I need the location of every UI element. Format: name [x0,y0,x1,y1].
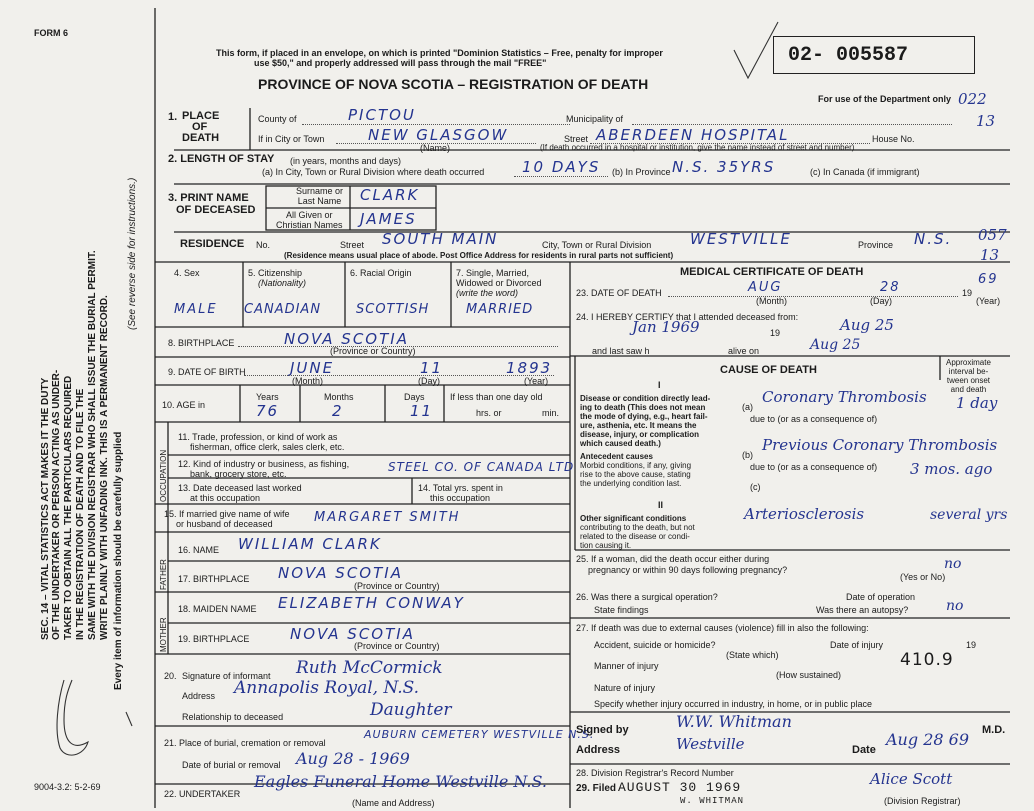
date-label: Date [852,744,876,756]
s2b-value: N.S. 35YRS [672,158,776,176]
s24-label: 24. I HEREBY CERTIFY that I attended deceased from: [576,312,799,322]
s2a-label: (a) In City, Town or Rural Division where death occurred [262,167,485,177]
icd-code: 410.9 [900,650,954,670]
age-less-label: If less than one day old [450,392,543,402]
street-value: ABERDEEN HOSPITAL [596,126,790,144]
dept-use-label: For use of the Department only [818,94,952,104]
cause-c: (c) [750,482,761,492]
residence-code-1: 057 [978,226,1007,244]
age-days-value: 11 [410,402,434,420]
date-value: Aug 28 69 [886,730,969,749]
street-label: Street [564,134,589,144]
occ11-label: 11. Trade, profession, or kind of work as fisherman, office clerk, sales clerk, etc. [178,432,345,452]
s19-label: 19. BIRTHPLACE [178,634,250,644]
side-act-6: WRITE PLAINLY WITH UNFADING INK. THIS IS A PERMANENT RECORD. [99,295,110,640]
s23-year-sub: (Year) [976,296,1001,306]
dob-year-sub: (Year) [524,376,549,386]
s17-sub: (Province or Country) [354,581,440,591]
sex-value: MALE [174,302,218,317]
s20-addr-value: Annapolis Royal, N.S. [234,678,420,698]
s23-year: 69 [978,272,999,287]
s20-sig-label: Signature of informant [182,671,271,681]
residence-city-label: City, Town or Rural Division [542,240,652,250]
cause-title: CAUSE OF DEATH [720,364,817,376]
age-hrs: hrs. or [476,408,502,418]
signed-label: Signed by [576,724,629,736]
mother-side-label: MOTHER [159,617,168,652]
s24b-date: Aug 25 [810,337,861,353]
s24b-label: and last saw h [592,346,650,356]
s2b-label: (b) In Province [612,167,671,177]
s21-label: 21. Place of burial, cremation or removal [164,738,326,748]
s25-label: 25. If a woman, did the death occur either during pregnancy or within 90 days following pregnancy? [576,554,788,575]
residence-no-label: No. [256,240,271,250]
s15-value: MARGARET SMITH [314,510,461,525]
s27d-label: Specify whether injury occurred in industry, in home, or in public place [594,699,872,709]
county-line [302,124,570,125]
citizenship-value: CANADIAN [244,302,322,317]
address-value: Westville [676,735,745,753]
dob-label: 9. DATE OF BIRTH [168,367,246,377]
dob-month: JUNE [290,359,335,377]
side-see-reverse: (See reverse side for instructions.) [127,177,138,330]
s2-sub: (in years, months and days) [290,156,402,166]
disease-label: Disease or condition directly lead- ing to death (This does not mean the mode of dying, e.g., heart fail- ure, asthenia, etc. It means the disease, injury, or complication which caused death.) [580,394,711,448]
top-note-2: use $50," and properly addressed will pass through the mail "FREE" [254,58,547,68]
age-years-label: Years [256,392,279,402]
antecedent-label: Antecedent causes Morbid conditions, if any, giving rise to the above cause, stating the underlying condition last. [580,452,692,488]
city-value: NEW GLASGOW [368,126,509,144]
residence-street-value: SOUTH MAIN [382,230,499,248]
residence-code-2: 13 [980,246,1000,264]
s17-label: 17. BIRTHPLACE [178,574,250,584]
s21b-value: Aug 28 - 1969 [296,749,410,768]
father-side-label: FATHER [159,559,168,590]
other-interval: several yrs [930,507,1008,523]
s25-value: no [944,556,962,572]
s23-day-sub: (Day) [870,296,892,306]
dept-code-2: 13 [976,112,996,130]
s22-label: 22. UNDERTAKER [164,789,241,799]
occupation-side-label: OCCUPATION [159,449,168,502]
md-label: M.D. [982,724,1006,736]
s23-day: 28 [880,280,901,295]
footer-code: 9004-3.2: 5-2-69 [34,782,101,792]
occ13-label: 13. Date deceased last worked at this occupation [178,483,302,503]
form-title: PROVINCE OF NOVA SCOTIA – REGISTRATION OF DEATH [258,76,649,92]
s18-label: 18. MAIDEN NAME [178,604,257,614]
house-label: House No. [872,134,915,144]
dob-line [244,375,554,376]
s26-label: 26. Was there a surgical operation? [576,592,718,602]
age-min: min. [542,408,560,418]
s23-19: 19 [962,288,973,298]
other-value: Arteriosclerosis [744,505,865,523]
s20-rel-label: Relationship to deceased [182,712,284,722]
registration-box [773,36,975,74]
cause-b-interval: 3 mos. ago [910,460,993,478]
s1-label: PLACE OF DEATH [182,110,220,144]
dob-month-sub: (Month) [292,376,324,386]
county-value: PICTOU [348,106,416,124]
age-years-value: 76 [256,402,280,420]
s26b-label: State findings [594,605,649,615]
dob-day: 11 [420,359,444,377]
cause-a: (a) [742,402,753,412]
yes-no-sub: (Yes or No) [900,572,946,582]
racial-value: SCOTTISH [356,302,430,317]
city-label: If in City or Town [258,134,325,144]
side-act-4: IN THE REGISTRATION OF DEATH AND TO FILE THE [75,388,86,640]
cause-a-interval: 1 day [956,394,998,412]
s16-value: WILLIAM CLARK [238,535,382,553]
medical-title: MEDICAL CERTIFICATE OF DEATH [680,266,864,278]
residence-city-value: WESTVILLE [690,230,792,248]
age-days-label: Days [404,392,425,402]
s26b-autopsy: Was there an autopsy? [816,605,909,615]
cause-b-value: Previous Coronary Thrombosis [762,436,998,454]
s20-sig-value: Ruth McCormick [296,658,443,678]
s24-to: Aug 25 [840,316,894,334]
due-to-1: due to (or as a consequence of) [750,414,878,424]
state-which: (State which) [726,650,779,660]
surname-label: Surname or Last Name [296,186,344,206]
birthplace-label: 8. BIRTHPLACE [168,338,235,348]
s1-num: 1. [168,111,178,123]
s29-value: AUGUST 30 1969 [618,780,742,795]
municipality-line [632,124,952,125]
residence-prov-label: Province [858,240,894,250]
s15-label: 15. If married give name of wife or husband of deceased [164,509,290,529]
s19-value: NOVA SCOTIA [290,625,415,643]
other-conditions-label: Other significant conditions contributing to the death, but not related to the disease or condi- tion causing it. [580,514,695,550]
residence-street-label: Street [340,240,365,250]
top-note-1: This form, if placed in an envelope, on which is printed "Dominion Statistics – Free, penalty for improper [216,48,663,58]
name-sublabel: (Name) [420,143,451,153]
age-months-label: Months [324,392,354,402]
s23-line [668,296,958,297]
racial-label: 6. Racial Origin [350,268,412,278]
s22-sub: (Name and Address) [352,798,435,808]
due-to-2: due to (or as a consequence of) [750,462,878,472]
occ14-label: 14. Total yrs. spent in this occupation [418,483,503,503]
s23-label: 23. DATE OF DEATH [576,288,662,298]
s2-label: 2. LENGTH OF STAY [168,153,275,165]
s2a-line [514,176,608,177]
address-label: Address [576,744,621,756]
s2a-value: 10 DAYS [522,158,601,176]
form-number: FORM 6 [34,28,69,38]
s21b-label: Date of burial or removal [182,760,281,770]
s28-label: 28. Division Registrar's Record Number [576,768,734,778]
sex-label: 4. Sex [174,268,200,278]
county-label: County of [258,114,297,124]
surname-value: CLARK [360,186,420,204]
s24b-mid: alive on [728,346,760,356]
side-act-1: SEC. 14 – VITAL STATISTICS ACT MAKES IT THE DUTY [40,377,51,640]
roman-two: II [658,500,664,510]
s29-label: 29. Filed [576,783,617,794]
hospital-note: (If death occurred in a hospital or institution, give the name instead of street and number) [540,143,855,152]
approx-interval-label: Approximate interval be- tween onset and death [946,358,991,394]
s27b-label: Manner of injury [594,661,659,671]
municipality-label: Municipality of [566,114,624,124]
dept-code-1: 022 [958,90,987,108]
s27c-label: Nature of injury [594,683,656,693]
s23-month-sub: (Month) [756,296,788,306]
how-sustained: (How sustained) [776,670,842,680]
occ12-value: STEEL CO. OF CANADA LTD [388,460,575,474]
s20-addr-label: Address [182,691,216,701]
s20-rel-value: Daughter [370,700,452,720]
side-note-careful: Every item of information should be carefully supplied [113,431,124,690]
given-value: JAMES [360,210,417,228]
s16-label: 16. NAME [178,545,220,555]
side-act-3: TAKER TO OBTAIN ALL THE PARTICULARS REQUIRED [63,375,74,640]
s27a-19: 19 [966,640,977,650]
residence-label: RESIDENCE [180,238,245,250]
s22-value: Eagles Funeral Home Westville N.S. [254,772,547,791]
marital-value: MARRIED [466,302,534,317]
registration-number: 02- 005587 [788,44,909,67]
division-registrar-sub: (Division Registrar) [884,796,961,806]
s27a-date-label: Date of injury [830,640,884,650]
cause-b: (b) [742,450,753,460]
age-months-value: 2 [332,402,344,420]
s24-19: 19 [770,328,781,338]
signed-value: W.W. Whitman [676,712,792,731]
s23-month: AUG [748,280,783,295]
citizenship-label: 5. Citizenship (Nationality) [248,268,307,288]
s19-sub: (Province or Country) [354,641,440,651]
s24-from: Jan 1969 [632,318,700,336]
birthplace-sub: (Province or Country) [330,346,416,356]
given-label: All Given or Christian Names [276,210,343,230]
birthplace-value: NOVA SCOTIA [284,330,409,348]
s26-date-label: Date of operation [846,592,916,602]
s26-autopsy-value: no [946,598,964,614]
age-label: 10. AGE in [162,400,206,410]
dob-year: 1893 [506,359,553,377]
marital-label: 7. Single, Married, Widowed or Divorced (write the word) [456,268,542,298]
s20-num: 20. [164,671,177,681]
dob-day-sub: (Day) [418,376,440,386]
s3-label: 3. PRINT NAME OF DECEASED [168,192,256,216]
s17-value: NOVA SCOTIA [278,564,403,582]
side-act-2: OF THE UNDERTAKER OR PERSON ACTING AS UNDER- [51,369,62,640]
s27a-label: Accident, suicide or homicide? [594,640,716,650]
s2c-label: (c) In Canada (if immigrant) [810,167,920,177]
occ12-label: 12. Kind of industry or business, as fishing, bank, grocery store, etc. [178,459,350,479]
stamp-name: W. WHITMAN [680,796,745,806]
side-act-5: SAME WITH THE DIVISION REGISTRAR WHO SHALL ISSUE THE BURIAL PERMIT. [87,250,98,640]
residence-prov-value: N.S. [914,230,953,248]
registrar-signature: Alice Scott [870,770,953,788]
s18-value: ELIZABETH CONWAY [278,594,465,612]
s27-label: 27. If death was due to external causes (violence) fill in also the following: [576,623,869,633]
residence-note: (Residence means usual place of abode. Post Office Address for residents in rural parts not sufficient) [284,251,674,260]
cause-a-value: Coronary Thrombosis [762,388,927,406]
s21-value: AUBURN CEMETERY WESTVILLE N.S. [364,728,595,741]
roman-one: I [658,380,661,390]
